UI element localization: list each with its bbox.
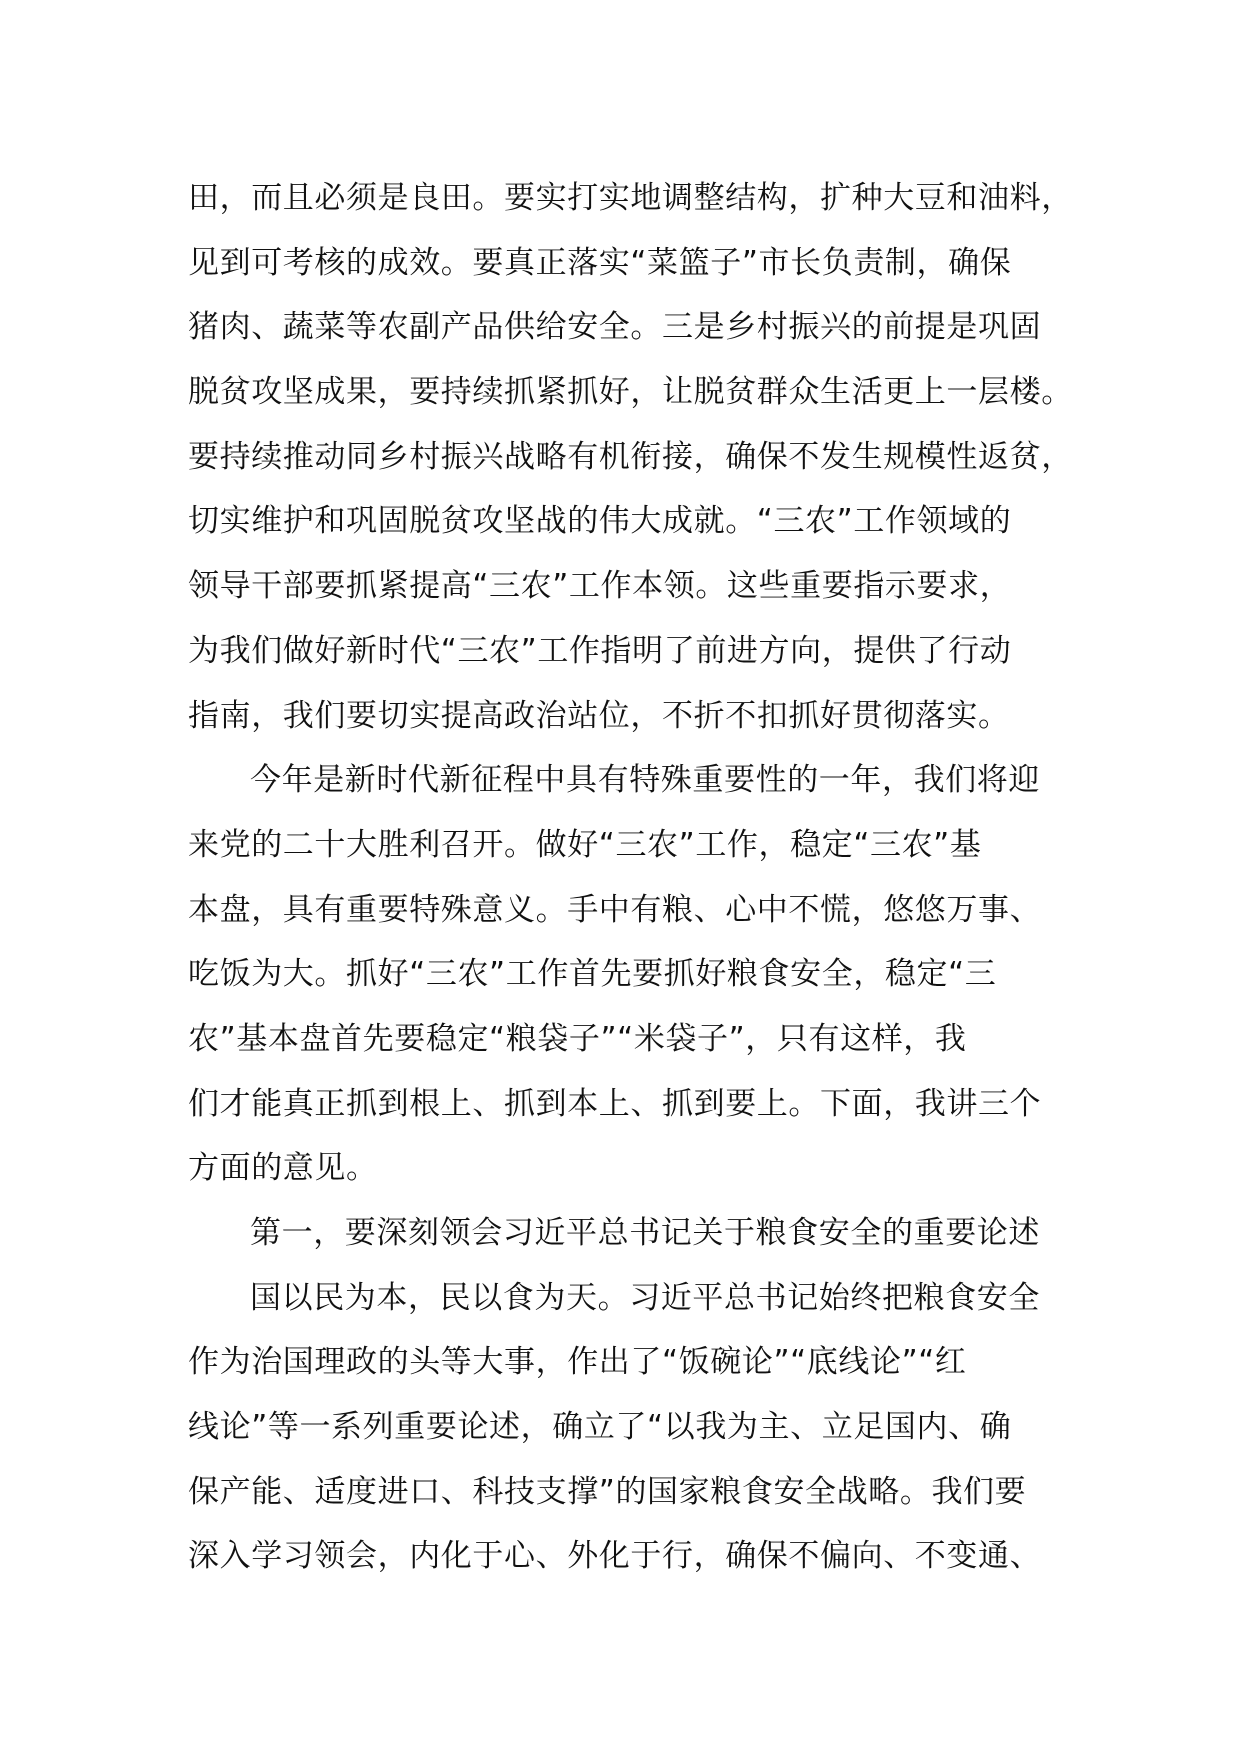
text-line: 领导干部要抓紧提高“三农”工作本领。这些重要指示要求， [188, 568, 1012, 605]
text-line: 为我们做好新时代“三农”工作指明了前进方向，提供了行动 [188, 632, 1012, 669]
text-line: 要持续推动同乡村振兴战略有机衔接，确保不发生规模性返贫， [188, 438, 1073, 475]
text-line: 作为治国理政的头等大事，作出了“饭碗论”“底线论”“红 [188, 1344, 967, 1381]
text-line: 见到可考核的成效。要真正落实“菜篮子”市长负责制，确保 [188, 244, 1012, 281]
text-line: 农”基本盘首先要稳定“粮袋子”“米袋子”，只有这样，我 [188, 1020, 967, 1057]
text-line: 吃饭为大。抓好“三农”工作首先要抓好粮食安全，稳定“三 [188, 956, 997, 993]
paragraph-first-line: 今年是新时代新征程中具有特殊重要性的一年，我们将迎 [250, 762, 1040, 799]
text-line: 本盘，具有重要特殊意义。手中有粮、心中不慌，悠悠万事、 [188, 891, 1042, 928]
text-line: 田，而且必须是良田。要实打实地调整结构，扩种大豆和油料， [188, 180, 1073, 216]
text-line: 来党的二十大胜利召开。做好“三农”工作，稳定“三农”基 [188, 826, 982, 863]
text-line: 深入学习领会，内化于心、外化于行，确保不偏向、不变通、 [188, 1538, 1042, 1575]
paragraph-first-line: 国以民为本，民以食为天。习近平总书记始终把粮食安全 [250, 1279, 1040, 1316]
text-line: 保产能、适度进口、科技支撑”的国家粮食安全战略。我们要 [188, 1473, 1027, 1510]
text-line: 指南，我们要切实提高政治站位，不折不扣抓好贯彻落实。 [188, 697, 1010, 734]
text-line: 方面的意见。 [188, 1150, 378, 1187]
body-text [188, 166, 1088, 1589]
text-line: 切实维护和巩固脱贫攻坚战的伟大成就。“三农”工作领域的 [188, 503, 1012, 540]
text-line: 们才能真正抓到根上、抓到本上、抓到要上。下面，我讲三个 [188, 1085, 1042, 1122]
section-heading: 第一，要深刻领会习近平总书记关于粮食安全的重要论述 [250, 1215, 1040, 1251]
text-line: 猪肉、蔬菜等农副产品供给安全。三是乡村振兴的前提是巩固 [188, 309, 1042, 346]
text-line: 线论”等一系列重要论述，确立了“以我为主、立足国内、确 [188, 1409, 1012, 1446]
text-line: 脱贫攻坚成果，要持续抓紧抓好，让脱贫群众生活更上一层楼。 [188, 374, 1073, 411]
